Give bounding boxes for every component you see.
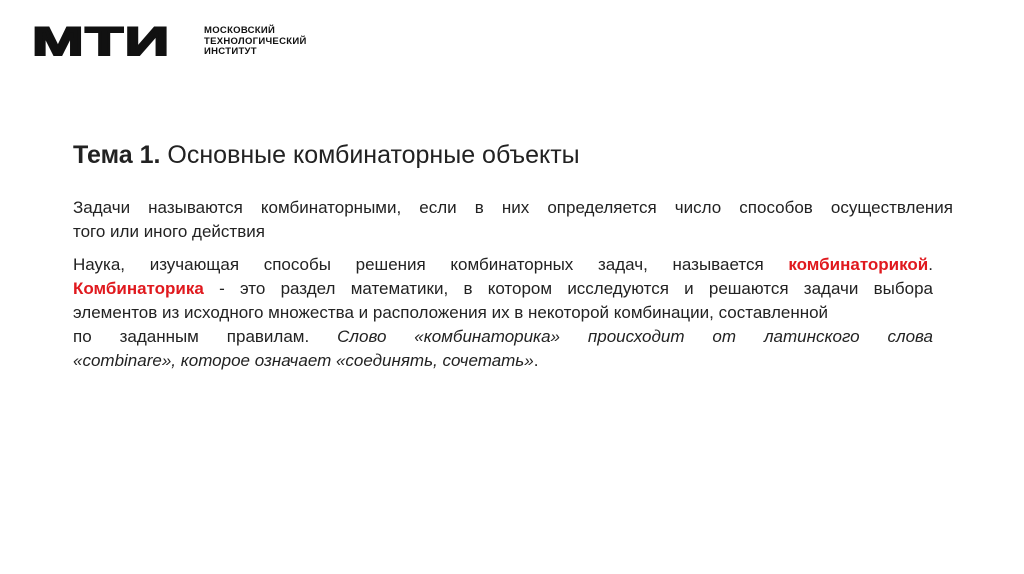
mti-logo [32,20,307,64]
logo-line: ТЕХНОЛОГИЧЕСКИЙ [204,35,307,47]
logo-mark: МТИ [32,20,171,64]
logo-line: МОСКОВСКИЙ [204,25,276,37]
logo-line: ИНСТИТУТ [204,46,257,58]
title-text: Основные комбинаторные объекты [160,141,580,169]
text: . [533,351,539,370]
title-number: Тема 1. [73,141,161,169]
italic-text: «combinare», которое означает «соединять, сочетать» [73,351,534,370]
slide-title [73,141,580,170]
text: по заданным правилам. [73,327,338,346]
highlight-term: комбинаторикой [788,255,929,274]
text-line: того или иного действия [73,222,265,241]
highlight-term: Комбинаторика [73,279,204,298]
text: . [928,255,933,274]
italic-text: Слово «комбинаторика» происходит от латинского слова [337,327,934,346]
paragraph-definition [73,196,953,244]
text-line: элементов из исходного множества и расположения их в некоторой комбинации, составленной [73,303,829,322]
text-line [73,325,933,349]
text: Наука, изучающая способы решения комбинаторных задач, называется [73,255,789,274]
text: - это раздел математики, в котором исследуются и решаются задачи выбора [203,279,933,298]
text-line [73,253,933,277]
paragraph-combinatorics [73,253,933,373]
text-line: Задачи называются комбинаторными, если в них определяется число способов осуществления [73,198,953,217]
text-line [73,349,933,373]
text-line [73,277,933,301]
